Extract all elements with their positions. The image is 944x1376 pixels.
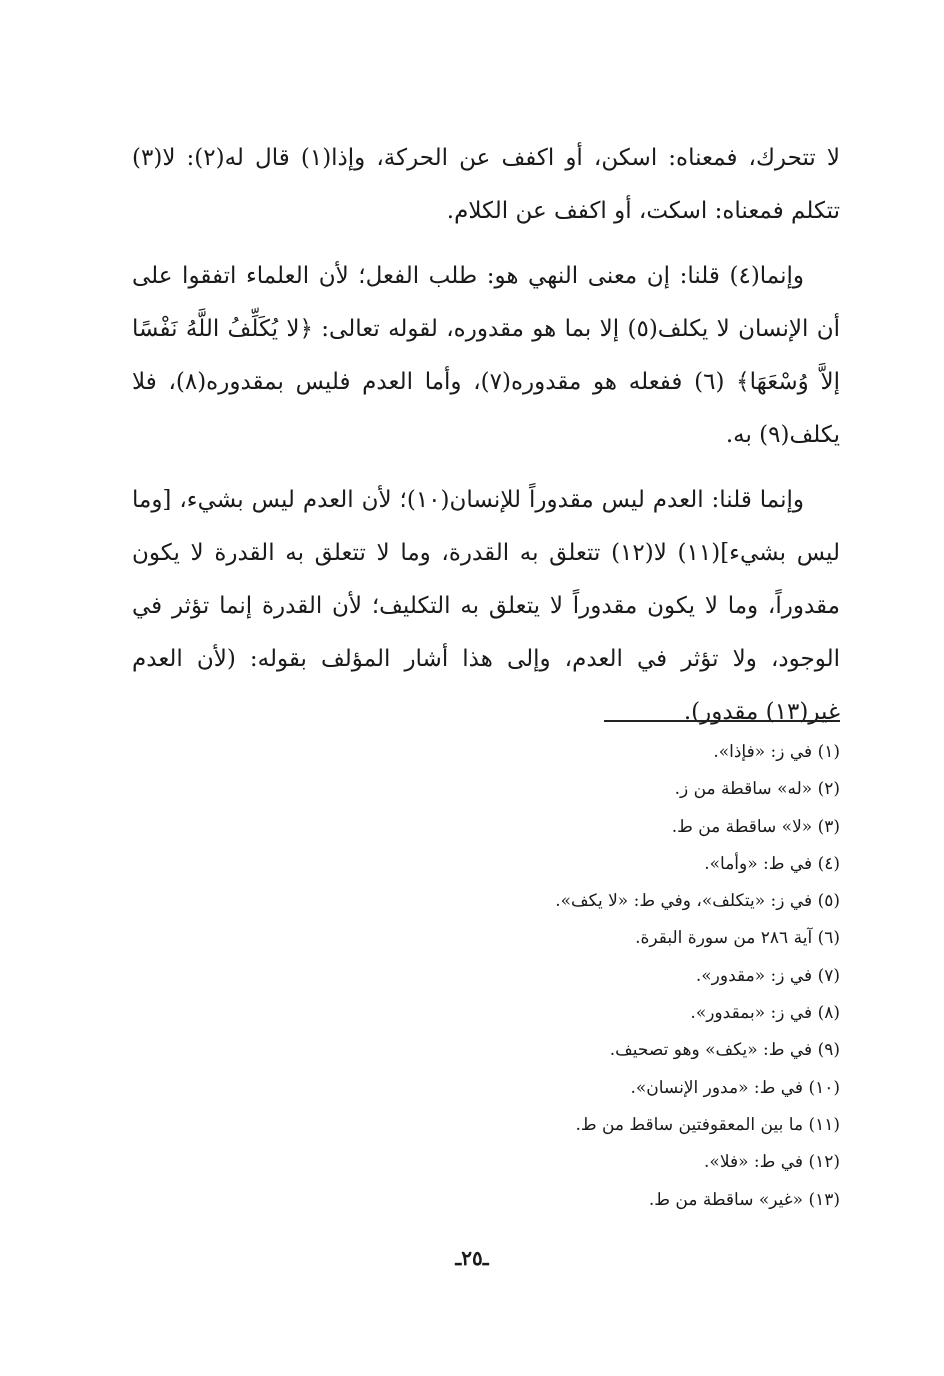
main-text [132,132,840,739]
footnote-item: (١) في ز: «فإذا». [713,742,840,762]
paragraph-1: لا تتحرك، فمعناه: اسكن، أو اكفف عن الحركة، وإذا(١) قال له(٢): لا(٣) تتكلم فمعناه: اسكت، أو اكفف عن الكلام. [132,145,841,224]
footnote-item: (١٢) في ط: «فلا». [704,1152,840,1173]
footnote-item: (٨) في ز: «بمقدور». [690,1003,840,1024]
paragraph-2: وإنما(٤) قلنا: إن معنى النهي هو: طلب الفعل؛ لأن العلماء اتفقوا على أن الإنسان لا يكلف(٥) إلا بما هو مقدوره، لقوله تعالى: ﴿لا يُكَلِّفُ اللَّهُ نَفْسًا إلاَّ وُسْعَهَا﴾ (٦) ففعله هو مقدوره(٧)، وأما العدم فليس بمقدوره(٨)، فلا يكلف(٩) به. [132,263,841,448]
footnote-item: (٩) في ط: «يكف» وهو تصحيف. [609,1040,840,1061]
footnote-item: (٢) «له» ساقطة من ز. [674,779,840,800]
page-number: ـ٢٥ـ [455,1246,489,1270]
footnotes-list [280,734,840,1219]
footnote-item: (١٣) «غير» ساقطة من ط. [648,1189,840,1210]
footnote-item: (١١) ما بين المعقوفتين ساقط من ط. [575,1114,840,1135]
paragraph-3: وإنما قلنا: العدم ليس مقدوراً للإنسان(١٠)؛ لأن العدم ليس بشيء، [وما ليس بشيء](١١) لا(١٢) تتعلق به القدرة، وما لا تتعلق به القدرة لا يكون مقدوراً، وما لا يكون مقدوراً لا يتعلق به التكليف؛ لأن القدرة إنما تؤثر في الوجود، ولا تؤثر في العدم، وإلى هذا أشار المؤلف بقوله: (لأن العدم غير(١٣) مقدور). [132,487,841,725]
footnote-item: (١٠) في ط: «مدور الإنسان». [630,1077,840,1098]
footnote-item: (٦) آية ٢٨٦ من سورة البقرة. [635,928,840,949]
footnote-item: (٥) في ز: «يتكلف»، وفي ط: «لا يكف». [555,891,840,912]
footnote-divider [604,720,840,722]
footnote-item: (٣) «لا» ساقطة من ط. [671,816,840,837]
footnote-item: (٧) في ز: «مقدور». [695,965,840,986]
footnote-item: (٤) في ط: «وأما». [704,853,840,874]
